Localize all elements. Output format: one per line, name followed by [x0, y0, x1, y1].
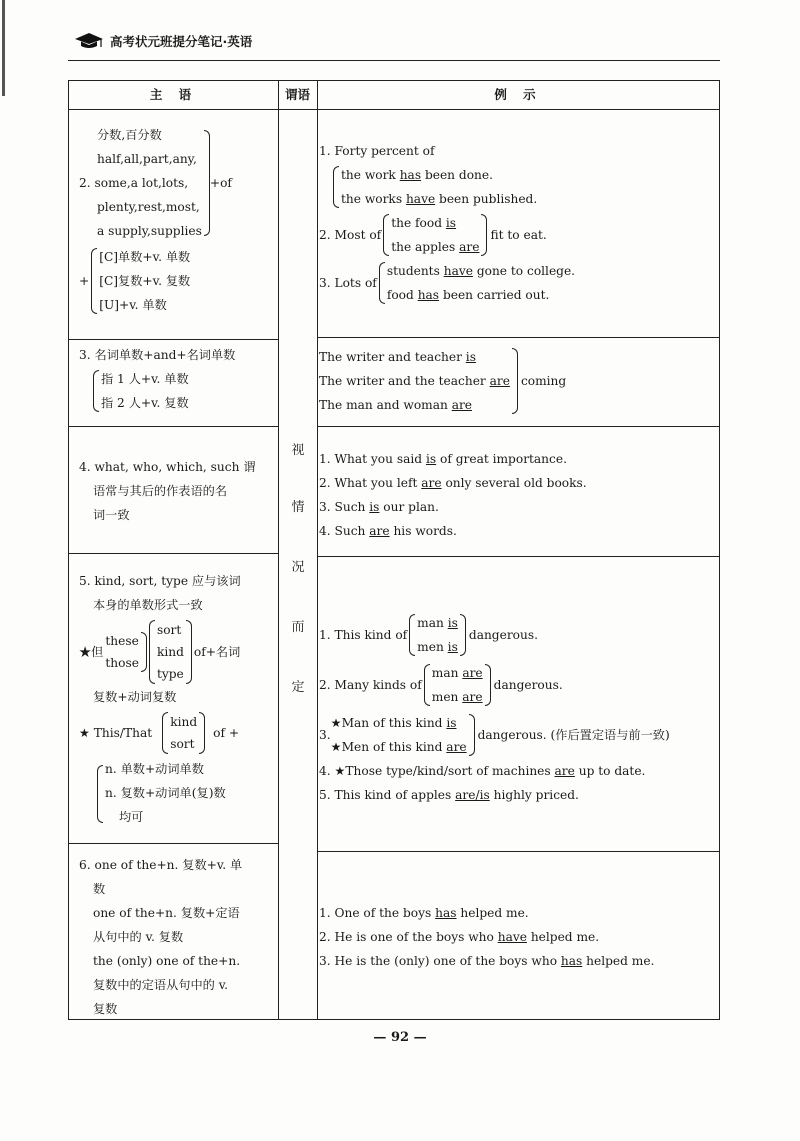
predicate-char: 而	[291, 620, 305, 635]
predicate-char: 定	[291, 680, 305, 695]
column-divider	[278, 81, 279, 1019]
row5-subject: 6. one of the+n. 复数+v. 单 数 one of the+n. 复数+定语 从句中的 v. 复数 the (only) one of the+n. 复数中的定语从句中的 v. 复数	[79, 858, 243, 1016]
col-header-predicate: 谓语	[284, 87, 310, 102]
header-title: 高考状元班提分笔记·英语	[110, 34, 253, 49]
header-row-rule	[69, 109, 719, 110]
row4-subject: 5. kind, sort, type 应与该词 本身的单数形式一致 ★但 these those sort kind type of+名词 复数+动词复数 ★ This/That kind sort of + n. 单数+动词单数 n. 复数+动词单(复)数 均可	[79, 574, 241, 824]
grammar-table	[68, 80, 720, 1020]
col-header-subject: 主 语	[149, 87, 198, 102]
row-rule	[69, 843, 278, 844]
scan-edge-mark	[2, 0, 5, 96]
predicate-char: 况	[291, 560, 305, 575]
row-rule	[317, 426, 719, 427]
row-rule	[317, 556, 719, 557]
row-rule	[69, 339, 278, 340]
row2-subject: 3. 名词单数+and+名词单数 指 1 人+v. 单数 指 2 人+v. 复数	[79, 348, 236, 410]
row-rule	[317, 337, 719, 338]
row1-examples: 1. Forty percent of the work has been done. the works have been published. 2. Most of the food is the apples are fit to eat. 3. Lots of students have gone to college. food has been carried out.	[319, 144, 576, 302]
row-rule	[317, 851, 719, 852]
row5-examples: 1. One of the boys has helped me. 2. He is one of the boys who have helped me. 3. He is the (only) one of the boys who has helped me.	[319, 906, 655, 968]
page-header	[74, 30, 252, 52]
header-rule	[68, 60, 720, 61]
row3-examples: 1. What you said is of great importance. 2. What you left are only several old books. 3. Such is our plan. 4. Such are his words.	[319, 452, 587, 538]
page-number: — 92 —	[373, 1030, 427, 1045]
row-rule	[69, 553, 278, 554]
predicate-char: 情	[291, 500, 305, 515]
row3-subject: 4. what, who, which, such 谓 语常与其后的作表语的名 词一致	[79, 460, 256, 522]
row-rule	[69, 426, 278, 427]
row2-examples: The writer and teacher is The writer and the teacher are The man and woman are coming	[319, 350, 567, 412]
column-divider	[317, 81, 318, 1019]
row4-examples: 1. This kind of man is men is dangerous. 2. Many kinds of man are men are dangerous. 3. ★Man of this kind is ★Men of this kind are dangerous. (作后置定语与前一致) 4. ★Those type/kind/sort of machines are up to date. 5. This kind of apples are/is highly priced.	[319, 616, 670, 802]
predicate-char: 视	[291, 443, 305, 458]
col-header-example: 例 示	[494, 87, 542, 102]
graduation-cap-icon	[74, 32, 104, 50]
row1-subject: 分数,百分数 half,all,part,any, 2. some,a lot,lots, plenty,rest,most, a supply,supplies +of + [C]单数+v. 单数 [C]复数+v. 复数 [U]+v. 单数	[79, 128, 232, 312]
